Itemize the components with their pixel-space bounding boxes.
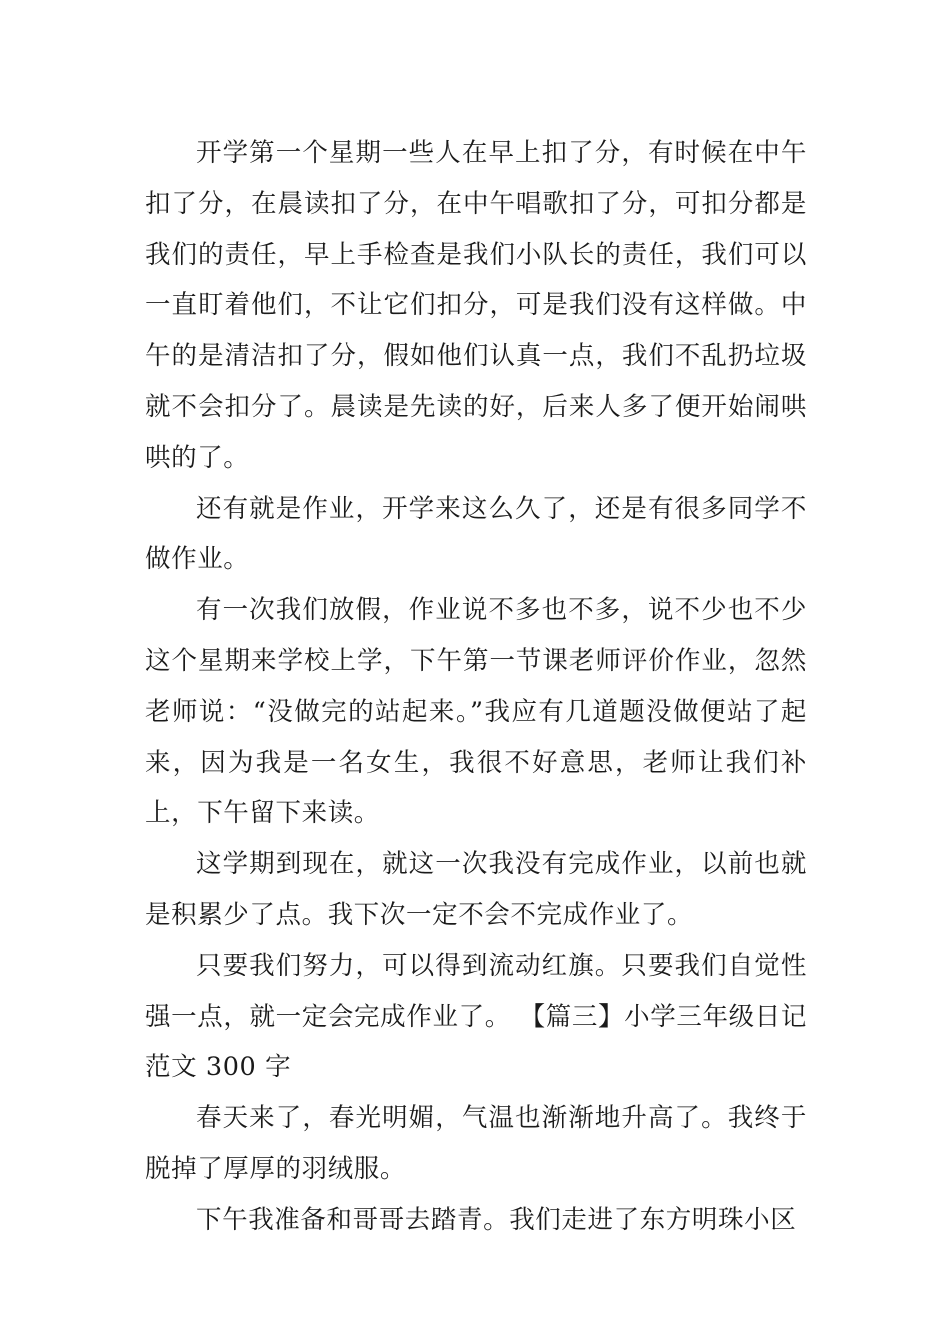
document-body: [145, 128, 807, 1246]
paragraph-outing: 下午我准备和哥哥去踏青。我们走进了东方明珠小区: [196, 1204, 797, 1235]
paragraph-holiday: 有一次我们放假，作业说不多也不多，说不少也不少这个星期来学校上学，下午第一节课老师评价作业，忽然老师说：“没做完的站起来。”我应有几道题没做便站了起来，因为我是一名女生，我很不好意思，老师让我们补上，下午留下来读。: [145, 595, 807, 829]
paragraph-homework: 还有就是作业，开学来这么久了，还是有很多同学不做作业。: [145, 493, 807, 575]
paragraph-spring: 春天来了，春光明媚，气温也渐渐地升高了。我终于脱掉了厚厚的羽绒服。: [145, 1103, 807, 1184]
paragraph-deductions: 开学第一个星期一些人在早上扣了分，有时候在中午扣了分，在晨读扣了分，在中午唱歌扣了分，可扣分都是我们的责任，早上手检查是我们小队长的责任，我们可以一直盯着他们，不让它们扣分，可是我们没有这样做。中午的是清洁扣了分，假如他们认真一点，我们不乱扔垃圾就不会扣分了。晨读是先读的好，后来人多了便开始闹哄哄的了。: [145, 138, 807, 473]
paragraph-this-semester: 这学期到现在，就这一次我没有完成作业，以前也就是积累少了点。我下次一定不会不完成作业了。: [145, 849, 807, 930]
paragraph-red-flag: 只要我们努力，可以得到流动红旗。只要我们自觉性强一点，就一定会完成作业了。 【篇三】小学三年级日记范文 300 字: [145, 950, 807, 1083]
